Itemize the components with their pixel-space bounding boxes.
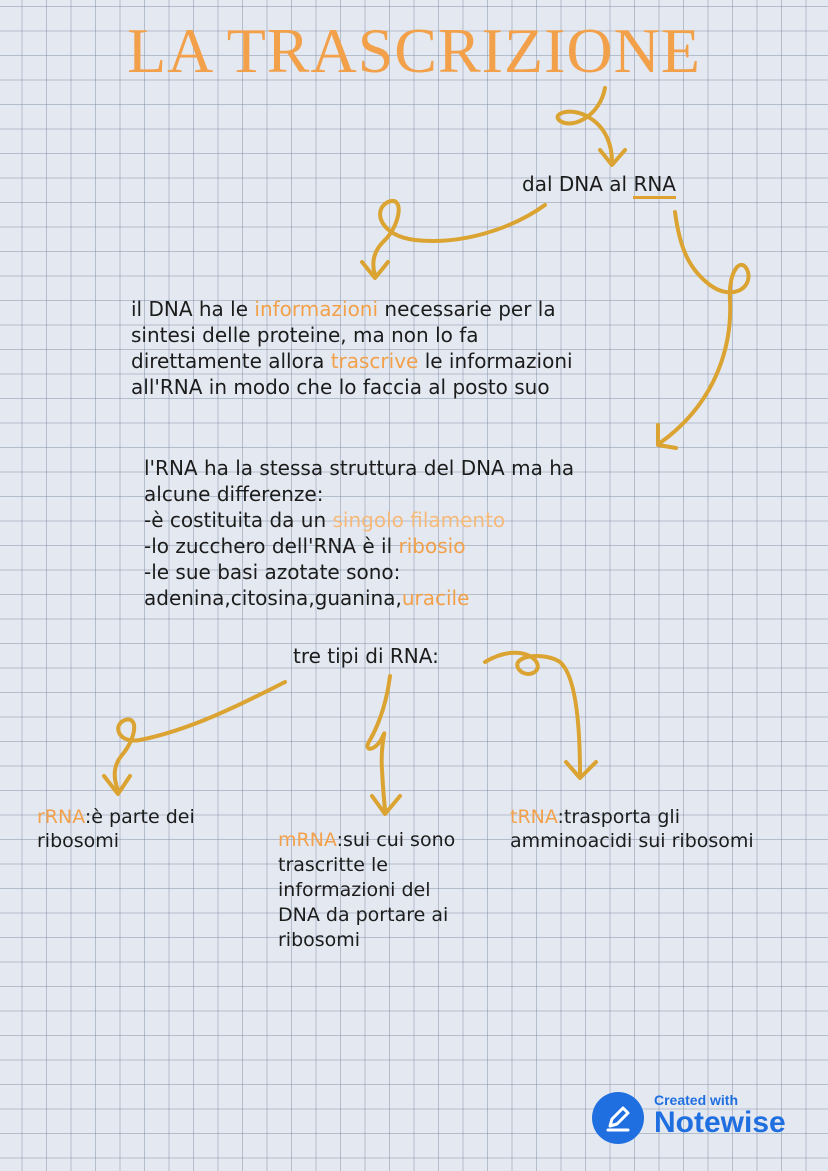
paragraph2-line1: l'RNA ha la stessa struttura del DNA ma ha xyxy=(144,456,575,480)
highlight-singolo-filamento: singolo filamento xyxy=(332,508,506,532)
arrow-subtitle-to-paragraph2 xyxy=(660,212,748,443)
trna-line1 xyxy=(510,805,754,829)
subtitle-rna: RNA xyxy=(633,172,676,199)
arrow-types-to-trna xyxy=(485,653,580,775)
mrna-block xyxy=(278,828,455,953)
paragraph1-line3 xyxy=(131,348,573,374)
pencil-icon xyxy=(592,1092,644,1144)
text-span: :trasporta gli xyxy=(557,806,680,828)
page-title: LA TRASCRIZIONE xyxy=(127,15,701,86)
highlight-uracile: uracile xyxy=(401,586,470,610)
paragraph1-line2: sintesi delle proteine, ma non lo fa xyxy=(131,323,479,347)
mrna-line5: ribosomi xyxy=(278,929,361,951)
trna-block xyxy=(510,805,754,853)
highlight-informazioni: informazioni xyxy=(254,297,379,321)
types-heading: tre tipi di RNA: xyxy=(293,644,439,668)
subtitle xyxy=(522,171,676,197)
trna-label: tRNA xyxy=(510,806,558,828)
text-span: il DNA ha le xyxy=(131,297,255,321)
paragraph1-line1 xyxy=(131,296,573,322)
text-span: :sui cui sono xyxy=(336,829,456,851)
text-span: -è costituita da un xyxy=(144,508,333,532)
arrow-title-to-subtitle xyxy=(558,88,612,162)
paragraph2-line3 xyxy=(144,507,574,533)
mrna-line1 xyxy=(278,828,455,853)
mrna-label: mRNA xyxy=(278,829,337,851)
arrow-types-to-mrna xyxy=(367,676,390,810)
arrow-subtitle-to-paragraph1 xyxy=(373,201,545,275)
paragraph-rna-structure xyxy=(144,455,574,611)
subtitle-prefix: dal DNA al xyxy=(522,172,634,196)
text-span: necessarie per la xyxy=(378,297,556,321)
paragraph2-line2: alcune differenze: xyxy=(144,482,324,506)
arrow-types-to-rrna xyxy=(115,682,285,790)
rrna-line1 xyxy=(37,805,195,829)
notewise-badge xyxy=(592,1090,802,1150)
text-span: adenina,citosina,guanina, xyxy=(144,586,402,610)
mrna-line2: trascritte le xyxy=(278,854,388,876)
mrna-line4: DNA da portare ai xyxy=(278,904,449,926)
trna-line2: amminoacidi sui ribosomi xyxy=(510,830,754,852)
badge-brand: Notewise xyxy=(654,1106,786,1139)
rrna-line2: ribosomi xyxy=(37,830,120,852)
mrna-line3: informazioni del xyxy=(278,879,431,901)
badge-created-with: Created with xyxy=(654,1092,739,1108)
paragraph2-line4 xyxy=(144,533,574,559)
rrna-block xyxy=(37,805,195,853)
text-span: direttamente allora xyxy=(131,349,331,373)
paragraph-dna-info xyxy=(131,296,573,400)
rrna-label: rRNA xyxy=(37,806,85,828)
text-span: le informazioni xyxy=(418,349,573,373)
highlight-trascrive: trascrive xyxy=(330,349,419,373)
text-span: :è parte dei xyxy=(84,806,195,828)
highlight-ribosio: ribosio xyxy=(398,534,466,558)
text-span: -lo zucchero dell'RNA è il xyxy=(144,534,399,558)
paragraph2-line5: -le sue basi azotate sono: xyxy=(144,560,401,584)
paragraph2-line6 xyxy=(144,585,574,611)
paragraph1-line4: all'RNA in modo che lo faccia al posto suo xyxy=(131,375,550,399)
